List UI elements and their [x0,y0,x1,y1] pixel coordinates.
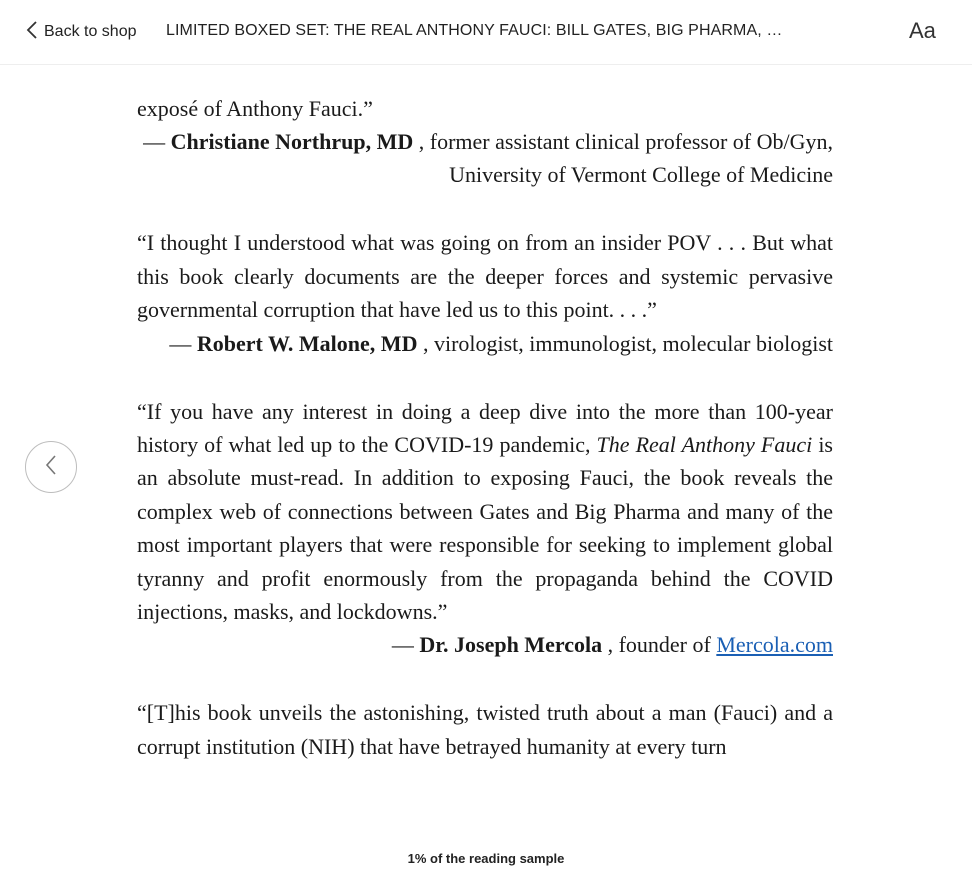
previous-page-button[interactable] [25,441,77,493]
attribution [137,125,833,191]
reading-pane [137,92,833,822]
attribution-dash: — [169,330,197,356]
paragraph: “I thought I understood what was going on from an insider POV . . . But what this book clearly documents are the deeper forces and systemic pervasive governmental corruption that have led us to this point. . . .” [137,230,833,323]
back-to-shop-button[interactable] [26,21,137,43]
paragraph: “[T]his book unveils the astonishing, twisted truth about a man (Fauci) and a corrupt institution (NIH) that have betrayed humanity at every turn [137,700,833,759]
attribution-description: , founder of [602,632,717,658]
paragraph: exposé of Anthony Fauci.” [137,96,373,121]
attribution [137,327,833,360]
paragraph [137,395,833,629]
paragraph-text: “If you have any interest in doing a deep dive into the more than 100-year history of what led up to the COVID-19 pandemic, [137,398,833,458]
attribution-description: , former assistant clinical professor of Ob/Gyn, University of Vermont College of Medicine [413,129,833,188]
attribution [137,628,833,661]
paragraph-text: is an absolute must-read. In addition to exposing Fauci, the book reveals the complex web of connections between Gates and Big Pharma and many of the most important players that were responsible for seeking to implement global tyranny and profit enormously from the propaganda behind the COVID injections, masks, and lockdowns.” [137,432,833,625]
book-title-italic: The Real Anthony Fauci [596,432,813,458]
attribution-name: Robert W. Malone, MD [196,330,418,356]
attribution-name: Christiane Northrup, MD [170,129,414,155]
reading-progress: 1% of the reading sample [407,851,565,866]
attribution-dash: — [391,632,420,658]
chevron-left-icon [26,20,38,45]
mercola-link[interactable]: Mercola.com [716,632,833,658]
book-title: LIMITED BOXED SET: THE REAL ANTHONY FAUCI: BILL GATES, BIG PHARMA, … [166,22,783,39]
top-bar [0,0,972,65]
back-to-shop-label: Back to shop [44,23,137,40]
font-settings-button[interactable]: Aa [909,18,936,43]
attribution-name: Dr. Joseph Mercola [419,632,603,658]
attribution-dash: — [143,129,171,155]
chevron-left-icon [45,454,57,481]
attribution-description: , virologist, immunologist, molecular biologist [417,330,833,356]
